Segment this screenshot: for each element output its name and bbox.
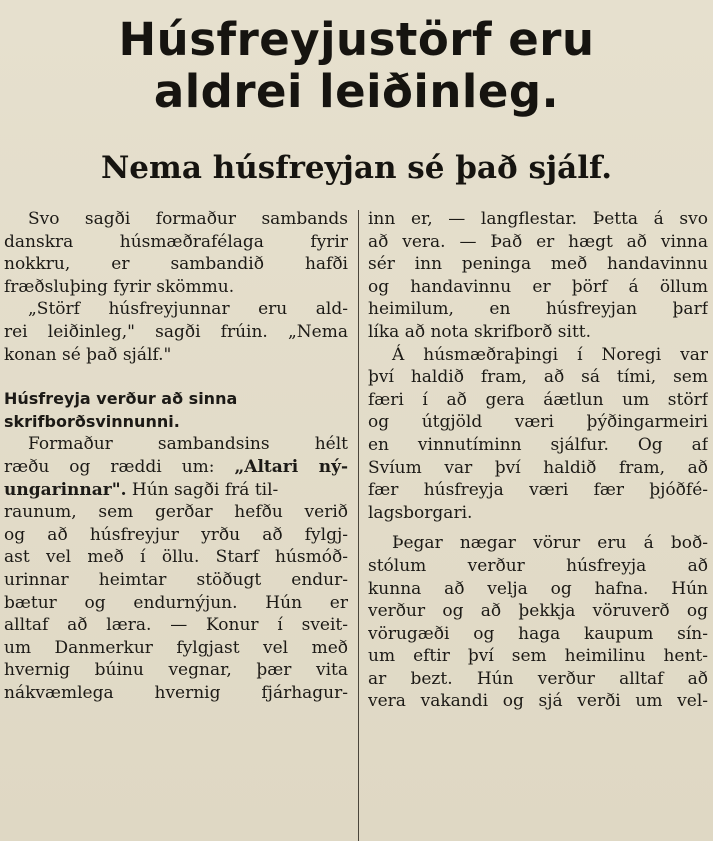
left-column (4, 208, 348, 841)
text-line: lagsborgari. (368, 502, 473, 523)
text-line: vörugæði og haga kaupum sín- (368, 623, 708, 644)
text-line: ar bezt. Hún verður alltaf að (368, 668, 708, 689)
text-line: að vera. — Það er hægt að vinna (368, 231, 708, 252)
text-line: því haldið fram, að sá tími, sem (368, 367, 708, 388)
text-line: og útgjöld væri þýðingarmeiri (368, 412, 708, 433)
text-line: rei leiðinleg," sagði frúin. „Nema (4, 321, 348, 342)
text-line (4, 456, 348, 479)
text-line: Svo sagði formaður sambands (28, 209, 348, 229)
text-line: og að húsfreyjur yrðu að fylgj- (4, 524, 348, 545)
text-line: heimilum, en húsfreyjan þarf (368, 299, 708, 320)
text-line: verður og að þekkja vöruverð og (368, 601, 708, 622)
text-line: sér inn peninga með handavinnu (368, 254, 708, 275)
text-line: nokkru, er sambandið hafði (4, 254, 348, 275)
text-line: Formaður sambandsins hélt (28, 434, 348, 455)
text-line: vera vakandi og sjá verði um vel- (368, 691, 708, 712)
text-line: alltaf að læra. — Konur í sveit- (4, 615, 348, 636)
text-run: ræðu og ræddi um: (4, 456, 235, 477)
text-run: Hún sagði frá til- (126, 479, 279, 500)
text-line: um eftir því sem heimilinu hent- (368, 646, 708, 667)
text-line: kunna að velja og hafna. Hún (368, 578, 708, 599)
text-line (4, 479, 348, 502)
headline-line-1: Húsfreyjustörf eru (118, 13, 595, 66)
text-line: konan sé það sjálf." (4, 344, 172, 365)
text-line: danskra húsmæðrafélaga fyrir (4, 231, 348, 252)
text-line: hvernig búinu vegnar, þær vita (4, 660, 348, 681)
column-divider (358, 210, 359, 841)
subheadline: Nema húsfreyjan sé það sjálf. (100, 150, 613, 186)
paragraph-gap (368, 524, 708, 532)
bold-text: „Altari ný- (234, 456, 348, 477)
text-line: ast vel með í öllu. Starf húsmóð- (4, 547, 348, 568)
text-line: fræðsluþing fyrir skömmu. (4, 276, 235, 297)
paragraph-gap (4, 366, 348, 388)
text-line: en vinnutíminn sjálfur. Og af (368, 434, 708, 455)
text-line: Svíum var því haldið fram, að (368, 457, 708, 478)
text-line: stólum verður húsfreyja að (368, 555, 708, 576)
text-line: urinnar heimtar stöðugt endur- (4, 569, 348, 590)
headline (0, 14, 713, 118)
section-subheading: skrifborðsvinnunni. (4, 411, 180, 431)
text-line: raunum, sem gerðar hefðu verið (4, 502, 348, 523)
text-line: fær húsfreyja væri fær þjóðfé- (368, 480, 708, 501)
right-column (368, 208, 708, 841)
text-line: bætur og endurnýjun. Hún er (4, 592, 348, 613)
text-line: inn er, — langflestar. Þetta á svo (368, 209, 708, 229)
bold-text: ungarinnar". (4, 479, 127, 500)
text-line: líka að nota skrifborð sitt. (368, 321, 592, 342)
section-subheading: Húsfreyja verður að sinna (4, 389, 238, 409)
text-line: „Störf húsfreyjunnar eru ald- (28, 299, 348, 320)
text-line: nákvæmlega hvernig fjárhagur- (4, 682, 348, 703)
text-line: og handavinnu er þörf á öllum (368, 276, 708, 297)
text-line: um Danmerkur fylgjast vel með (4, 637, 348, 658)
text-line: Þegar nægar vörur eru á boð- (392, 533, 708, 554)
text-line: Á húsmæðraþingi í Noregi var (392, 344, 708, 365)
text-line: færi í að gera áætlun um störf (368, 389, 708, 410)
headline-line-2: aldrei leiðinleg. (153, 65, 560, 118)
